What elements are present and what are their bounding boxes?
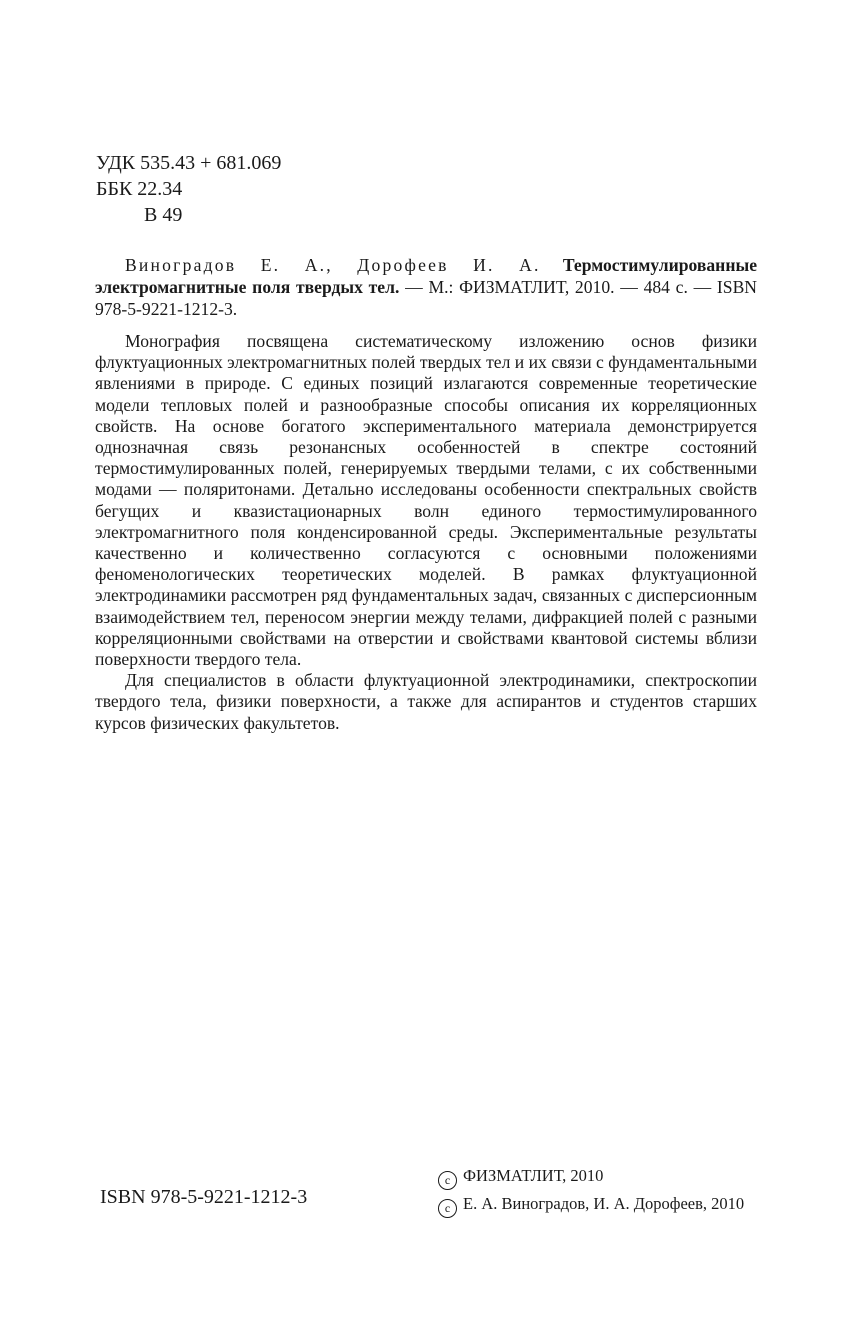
bibliographic-record xyxy=(95,254,757,321)
copyright-publisher: ФИЗМАТЛИТ, 2010 xyxy=(463,1166,604,1185)
book-authors: Виноградов Е. А., Дорофеев И. А. xyxy=(125,255,541,275)
isbn-number: ISBN 978-5-9221-1212-3 xyxy=(100,1186,308,1208)
classification-block xyxy=(96,150,281,228)
udk-code: УДК 535.43 + 681.069 xyxy=(96,152,282,174)
bbk-code: ББК 22.34 xyxy=(96,178,183,200)
copyright-authors: Е. А. Виноградов, И. А. Дорофеев, 2010 xyxy=(463,1194,745,1213)
annotation-paragraph-1: Монография посвящена систематическому изложению основ физики флуктуационных электромагнитных полей твердых тел и их связи с фундаментальными явлениями в природе. С единых позиций излагаются современные теоретические модели тепловых полей и разнообразные способы описания их корреляционных свойств. На основе богатого экспериментального материала демонстрируется однозначная связь резонансных особенностей в спектре состояний термостимулированных полей, генерируемых твердыми телами, с их собственными модами — поляритонами. Детально исследованы особенности спектральных свойств бегущих и квазистационарных волн единого термостимулированного электромагнитного поля конденсированной среды. Экспериментальные результаты качественно и количественно согласуются с основными положениями феноменологических теоретических моделей. В рамках флуктуационной электродинамики рассмотрен ряд фундаментальных задач, связанных с дисперсионным взаимодействием тел, переносом энергии между телами, дифракцией полей с разными корреляционными свойствами на отверстии и свойствами квантовой системы вблизи поверхности твердого тела. xyxy=(95,331,757,670)
author-mark: В 49 xyxy=(144,204,183,226)
book-imprint: — М.: ФИЗМАТЛИТ, 2010. — 484 с. — ISBN 978-5-9221-1212-3. xyxy=(95,277,758,320)
copyright-icon: c xyxy=(438,1171,457,1190)
annotation xyxy=(95,331,757,734)
book-title: Термостимулированные электромагнитные поля твердых тел. xyxy=(95,255,757,298)
copyright-authors-line xyxy=(438,1190,744,1218)
copyright-publisher-line xyxy=(438,1162,744,1190)
copyright-icon: c xyxy=(438,1199,457,1218)
copyright-block xyxy=(438,1162,744,1218)
annotation-paragraph-2: Для специалистов в области флуктуационной электродинамики, спектроскопии твердого тела, физики поверхности, а также для аспирантов и студентов старших курсов физических факультетов. xyxy=(95,670,757,733)
